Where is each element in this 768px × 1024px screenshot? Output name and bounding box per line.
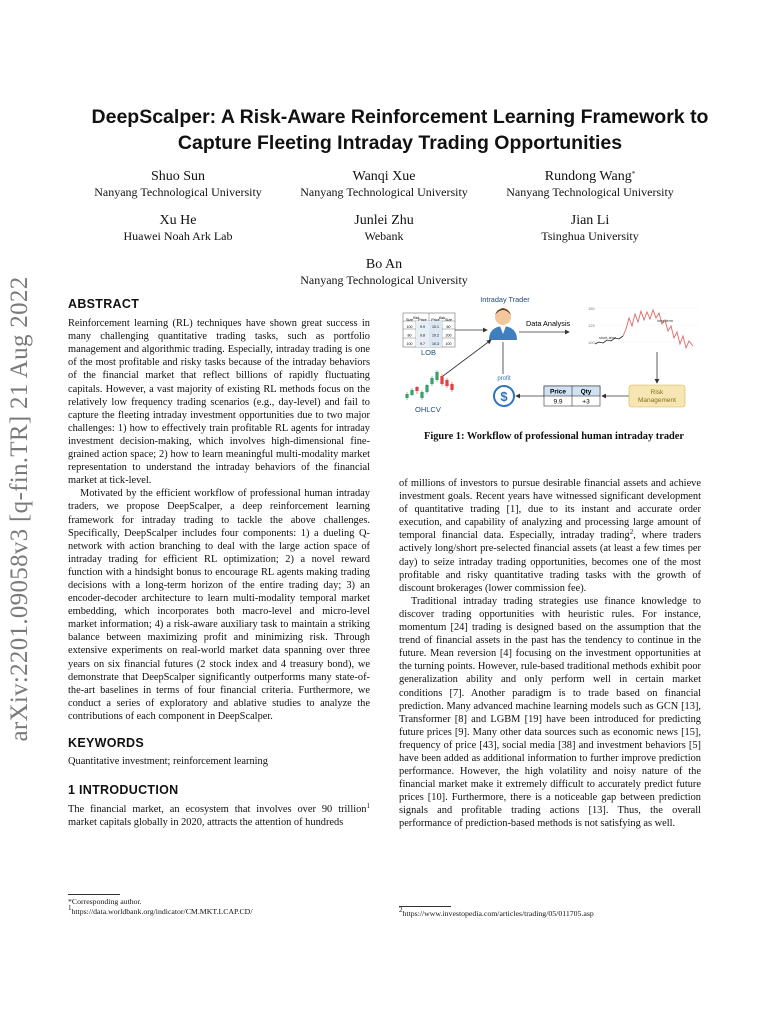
author-name: Junlei Zhu [354, 213, 414, 228]
lob-cell: Price [431, 318, 440, 323]
keywords-text: Quantitative investment; reinforcement learning [68, 756, 268, 768]
author-name: Rundong Wang [544, 169, 632, 184]
candle-body [405, 394, 408, 398]
lob-cell: Price [418, 318, 427, 323]
left-column [68, 298, 370, 829]
intro-paragraph: Traditional intraday trading strategies use finance knowledge to discover trading opportunities with heuristic rules. For instance, momentum [24] trading is designed based on the assumption that the trend of financial assets in the past has the tendency to continue in the future. Mean reversion [4] focusing on the investment opportunities at the turning points. However, rule-based traditional methods exhibit poor generalization ability and only perform well in certain market conditions [7]. Another paradigm is to trade based on financial prediction. Many advanced machine learning models such as GCN [13], Transformer [8] and LGBM [19] have been introduced for predicting future prices [9]. Many other data sources such as economic news [15], frequency of price [43], social media [38] and investment behaviors [5] have been added as additional information to further improve prediction performance. However, the high volatility and noisy nature of the financial market make it extremely difficult to accurately predict future prices [10]. Furthermore, there is a noticeable gap between prediction signals and profitable trading actions [13]. Thus, the overall performance of prediction-based methods is not satisfying as well. [399, 595, 701, 830]
figure-1 [399, 296, 709, 420]
order-table [544, 386, 600, 406]
candle-body [415, 387, 418, 391]
price-header: Price [550, 388, 566, 396]
lob-cell: 10.1 [432, 325, 439, 329]
author-block [480, 212, 700, 244]
introduction-heading: 1 INTRODUCTION [68, 783, 179, 798]
author-name: Xu He [159, 213, 197, 228]
author-affiliation: Nanyang Technological University [300, 185, 468, 199]
author-affiliation: Tsinghua University [541, 229, 639, 243]
lob-bid-header: Bid [413, 316, 419, 320]
data-analysis-label: Data Analysis [526, 319, 571, 328]
footnote-corresponding: *Corresponding author. [68, 897, 142, 906]
lob-cell: 9.9 [420, 325, 425, 329]
right-column [399, 477, 701, 831]
candle-body [435, 372, 438, 380]
risk-management-line2: Management [638, 397, 676, 404]
candle-body [450, 384, 453, 390]
lob-cell: 200 [445, 333, 452, 338]
arxiv-sidebar-id: arXiv:2201.09058v3 [q-fin.TR] 21 Aug 2022 [6, 276, 33, 742]
lob-cell: 9.7 [420, 342, 425, 346]
lob-cell: 9.8 [420, 333, 425, 338]
svg-text:$: $ [500, 389, 508, 404]
candle-body [410, 390, 413, 395]
footnote-rule [68, 894, 120, 895]
figure-caption: Figure 1: Workflow of professional human intraday trader [423, 431, 685, 442]
price-forecast-chart [588, 306, 699, 348]
risk-management-box [629, 385, 685, 407]
qty-header: Qty [580, 388, 592, 396]
candle-body [420, 392, 423, 398]
abstract-heading: ABSTRACT [68, 297, 140, 311]
workflow-diagram [399, 296, 709, 420]
intro-paragraph-cont: of millions of investors to pursue desirable financial assets and achieve investment goals. Recent years have witnessed significant development of quantitative trading [1], due to its instant and accurate order execution, and capability of analyzing and processing large amount of temporal financial data. Especially, intraday trading$^2$, where traders actively long/short pre-selected financial assets (at least a few times per day) to seize intraday trading opportunities, becomes one of the most profitable and risky quantitative trading tasks with the growth of discount brokerages (lower commission fee). [399, 478, 701, 594]
author-block [274, 168, 494, 200]
qty-value: +3 [582, 398, 590, 406]
author-name: Shuo Sun [150, 169, 206, 184]
intro-paragraph: The financial market, an ecosystem that involves over 90 trillion$^1$ market capitals globally in 2020, attracts the attention of hundreds [68, 802, 370, 829]
author-block [274, 212, 494, 244]
trader-icon [480, 296, 530, 340]
author-block [274, 256, 494, 288]
lob-cell: 80 [407, 333, 412, 338]
lob-cell: 10.2 [432, 333, 439, 338]
author-name: Wanqi Xue [352, 169, 416, 184]
author-name: Jian Li [570, 213, 610, 228]
lob-cell: 100 [406, 325, 413, 329]
lob-cell: 100 [445, 342, 452, 346]
corresponding-mark: * [631, 170, 636, 178]
lob-cell: 10.3 [432, 342, 439, 346]
left-footnotes [68, 894, 370, 917]
intraday-trader-label: Intraday Trader [480, 296, 530, 304]
author-affiliation: Nanyang Technological University [94, 185, 262, 199]
candle-body [425, 385, 428, 392]
right-footnotes [399, 906, 701, 919]
author-name: Bo An [365, 257, 403, 272]
profit-dollar-icon [494, 376, 514, 406]
author-affiliation: Nanyang Technological University [300, 273, 468, 287]
lob-cell: 100 [406, 342, 413, 346]
paper-title: DeepScalper: A Risk-Aware Reinforcement Learning Framework to Capture Fleeting Intraday Trading Opportunities [91, 106, 709, 154]
footnote-1: $^1$https://data.worldbank.org/indicator/CM.MKT.LCAP.CD/ [68, 904, 253, 916]
lob-ask-header: Ask [438, 316, 446, 320]
footnote-rule [399, 906, 451, 907]
y-tick: 125 [588, 323, 595, 328]
lob-table [403, 313, 455, 357]
candle-body [430, 378, 433, 384]
author-block [68, 168, 288, 200]
y-tick: 100 [588, 340, 595, 345]
keywords-heading: KEYWORDS [68, 736, 145, 750]
ohlcv-label: OHLCV [415, 405, 441, 414]
profit-label: profit [497, 376, 511, 382]
long-term-label: long-term [657, 319, 674, 323]
author-block [68, 212, 288, 244]
price-value: 9.9 [553, 398, 563, 406]
y-tick: 150 [588, 306, 595, 311]
author-affiliation: Webank [364, 229, 404, 243]
author-block [480, 168, 700, 200]
abstract-paragraph: Reinforcement learning (RL) techniques have shown great success in many challenging quantitative trading tasks, such as portfolio management and algorithmic trading. Especially, intraday trading is one of the most profitable and risky tasks because of the intraday behaviors of the financial market that reflect billions of rapidly fluctuating capitals. However, a vast majority of existing RL methods focus on the relatively low frequency trading scenarios (e.g., day-level) and fail to capture the fleeting intraday investment opportunities due to two major challenges: 1) how to effectively train profitable RL agents for intraday investment decision-making, which involves high-dimensional fine-grained action space; 2) how to learn meaningful multi-modality market representation to understand the intraday behaviors of the financial market at tick-level. [68, 318, 370, 487]
author-affiliation: Nanyang Technological University [506, 185, 674, 199]
author-affiliation: Huawei Noah Ark Lab [123, 229, 233, 243]
candle-body [440, 376, 443, 384]
lob-cell: Size [445, 318, 452, 323]
footnote-2: $^2$https://www.investopedia.com/articles/trading/05/011705.asp [399, 906, 594, 918]
ohlcv-chart [405, 370, 453, 400]
lob-label: LOB [421, 348, 437, 357]
abstract-paragraph: Motivated by the efficient workflow of professional human intraday traders, we propose DeepScalper, a deep reinforcement learning framework for intraday trading to tackle the above challenges. Specifically, DeepScalper includes four components: 1) a dueling Q-network with action branching to deal with the large action space of intraday trading for efficient RL optimization; 2) a novel reward function with a hindsight bonus to encourage RL agents making trading decisions with a long-term horizon of the entire trading day; 3) an encoder-decoder architecture to learn multi-modality temporal market embedding, which incorporates both macro-level and micro-level market information; 4) a risk-aware auxiliary task to maintain a striking balance between maximizing profit and minimizing risk. Through extensive experiments on real-world market data spanning over three years on six financial futures (2 stock index and 4 treasury bond), we demonstrate that DeepScalper significantly outperforms many state-of-the-art baselines in terms of four financial criteria. Furthermore, we conduct a series of exploratory and ablative studies to analyze the contributions of each component in DeepScalper. [68, 488, 370, 722]
lob-cell: 60 [446, 325, 451, 329]
lob-cell: Size [406, 318, 413, 323]
candle-body [445, 380, 448, 386]
short-term-label: short-term [599, 336, 617, 340]
risk-management-line1: Risk [650, 389, 664, 396]
